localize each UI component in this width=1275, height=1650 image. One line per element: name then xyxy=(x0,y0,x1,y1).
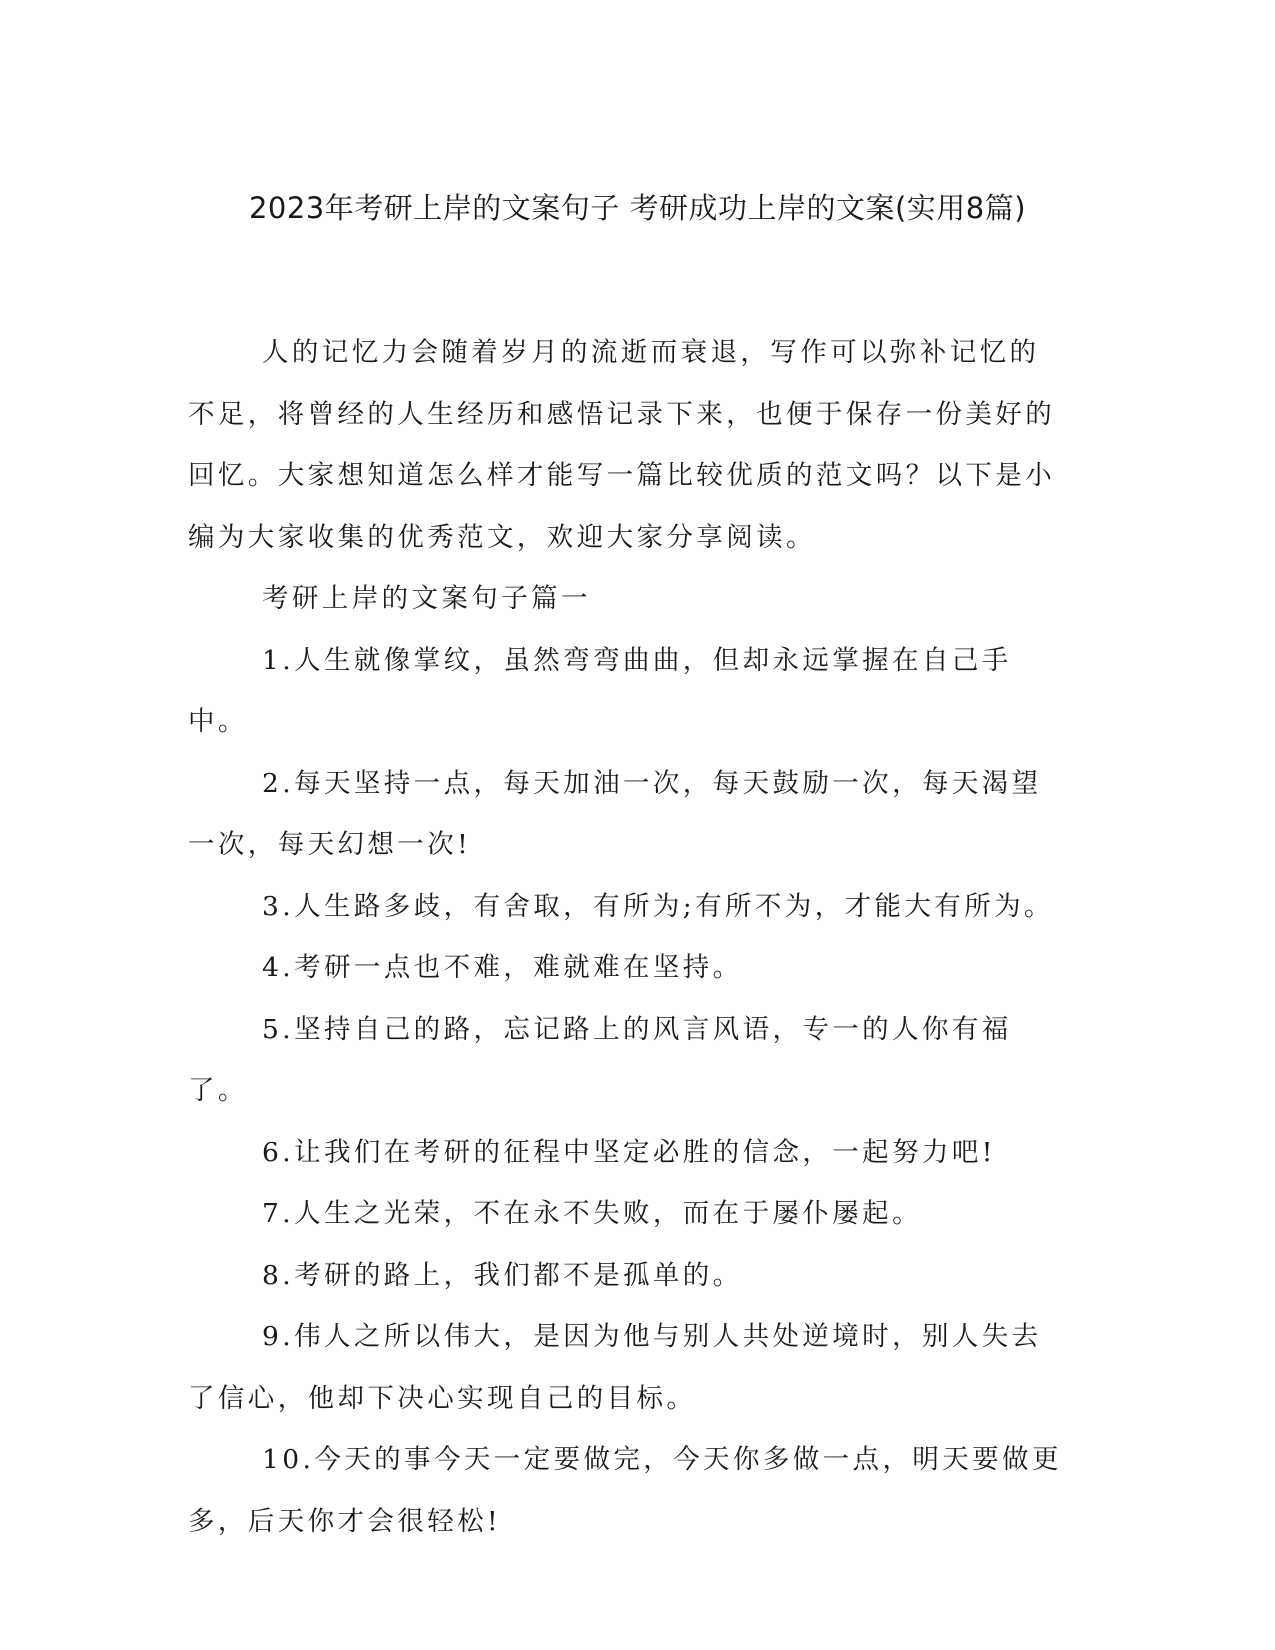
list-item: 6.让我们在考研的征程中坚定必胜的信念，一起努力吧! xyxy=(262,1136,996,1168)
list-item: 7.人生之光荣，不在永不失败，而在于屡仆屡起。 xyxy=(262,1198,922,1229)
list-item: 8.考研的路上，我们都不是孤单的。 xyxy=(262,1259,743,1291)
list-item: 1.人生就像掌纹，虽然弯弯曲曲，但却永远掌握在自己手中。 xyxy=(188,644,1012,737)
intro-paragraph: 人的记忆力会随着岁月的流逝而衰退，写作可以弥补记忆的不足，将曾经的人生经历和感悟记录下来，也便于保存一份美好的回忆。大家想知道怎么样才能写一篇比较优质的范文吗？以下是小编为大家收集的优秀范文，欢迎大家分享阅读。 xyxy=(188,337,1056,553)
list-item: 5.坚持自己的路，忘记路上的风言风语，专一的人你有福了。 xyxy=(188,1013,1012,1106)
section-heading: 考研上岸的文案句子篇一 xyxy=(262,583,591,614)
list-item: 2.每天坚持一点，每天加油一次，每天鼓励一次，每天渴望一次，每天幻想一次! xyxy=(188,767,1042,860)
list-item: 3.人生路多歧，有舍取，有所为;有所不为，才能大有所为。 xyxy=(262,890,1054,922)
document-body xyxy=(188,322,1068,1552)
list-item: 10.今天的事今天一定要做完，今天你多做一点，明天要做更多，后天你才会很轻松! xyxy=(188,1444,1062,1537)
list-item: 9.伟人之所以伟大，是因为他与别人共处逆境时，别人失去了信心，他却下决心实现自己的目标。 xyxy=(188,1321,1042,1414)
list-item: 4.考研一点也不难，难就难在坚持。 xyxy=(262,952,743,983)
document-title: 2023年考研上岸的文案句子 考研成功上岸的文案(实用8篇) xyxy=(248,191,1027,225)
